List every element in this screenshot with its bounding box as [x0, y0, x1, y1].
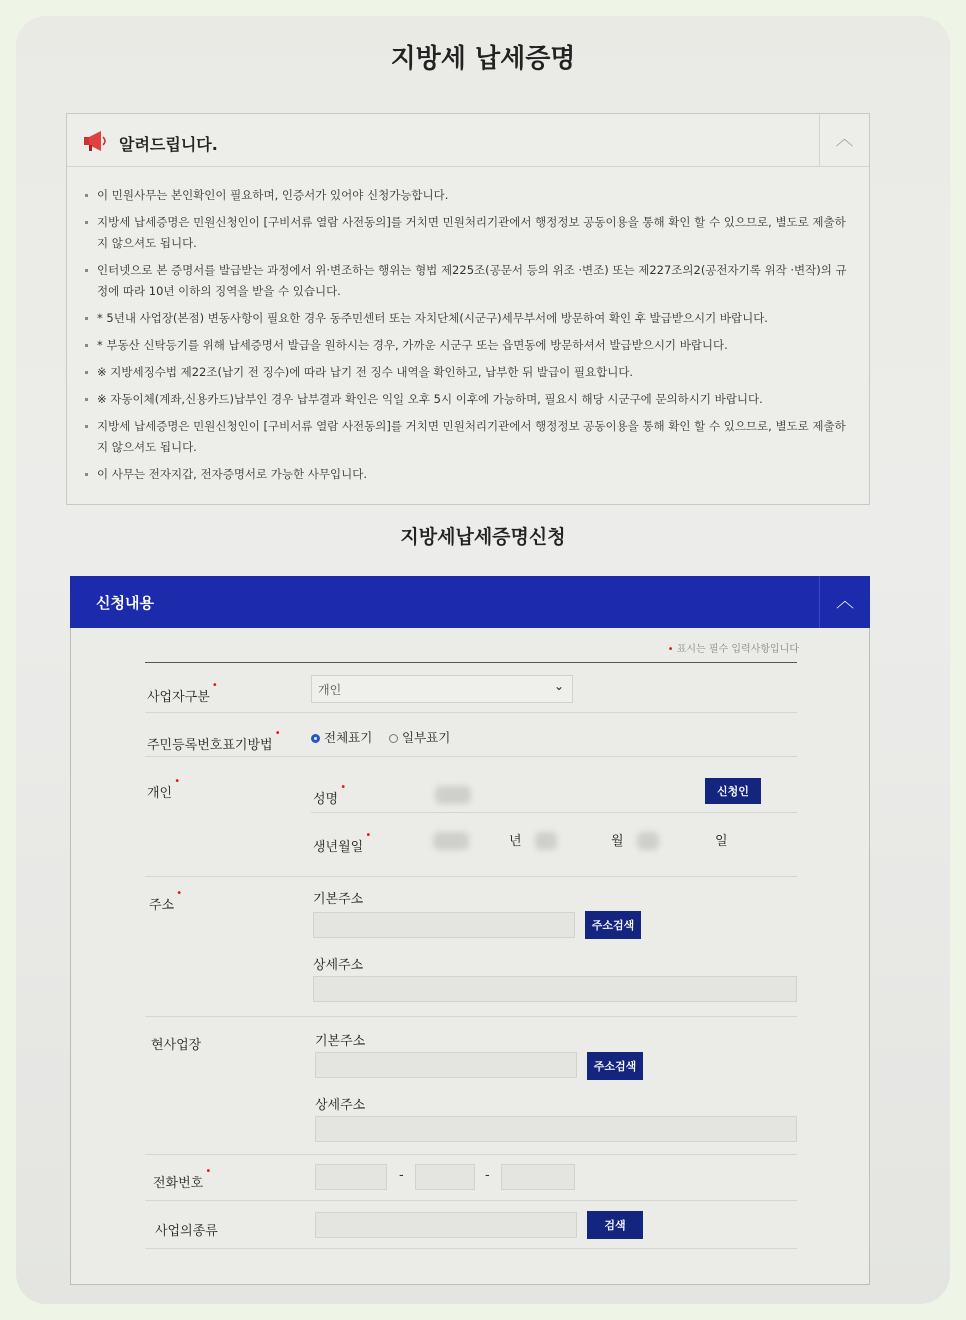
address-basic-input[interactable]	[313, 912, 575, 938]
radio-empty-icon	[389, 734, 398, 743]
notice-item: 지방세 납세증명은 민원신청인이 [구비서류 열람 사전동의]를 거치면 민원처리기관에서 행정정보 공동이용을 통해 확인 할 수 있으므로, 별도로 제출하지 않으셔도 됩니다.	[85, 212, 849, 254]
address-detail-input[interactable]	[313, 976, 797, 1002]
required-dot-icon: •	[667, 644, 674, 655]
row-divider	[145, 1200, 797, 1201]
business-type-select[interactable]: 개인 ⌄	[311, 675, 573, 703]
form-section-title: 신청내용	[96, 594, 154, 612]
radio-full-display[interactable]: 전체표기	[311, 728, 372, 746]
notice-item: 이 민원사무는 본인확인이 필요하며, 인증서가 있어야 신청가능합니다.	[85, 185, 849, 206]
chevron-up-icon: ︿	[836, 591, 854, 612]
year-unit: 년	[509, 834, 522, 849]
business-kind-search-button[interactable]: 검색	[587, 1211, 643, 1239]
page-title: 지방세 납세증명	[390, 44, 576, 74]
phone-label: 전화번호 •	[153, 1166, 212, 1191]
month-unit: 월	[611, 834, 624, 849]
row-divider	[145, 1154, 797, 1155]
birth-month-redacted	[535, 832, 557, 850]
name-label: 성명 •	[313, 782, 347, 807]
individual-label: 개인 •	[147, 776, 181, 801]
birthdate-label: 생년월일 •	[313, 830, 372, 855]
phone-separator: -	[399, 1168, 404, 1183]
workplace-detail-label: 상세주소	[315, 1098, 366, 1113]
rrn-method-label: 주민등록번호표기방법 •	[147, 728, 281, 753]
row-divider	[145, 1016, 797, 1017]
address-detail-label: 상세주소	[313, 958, 364, 973]
address-basic-label: 기본주소	[313, 892, 364, 907]
name-value-redacted	[435, 786, 471, 804]
radio-selected-icon	[311, 734, 320, 743]
row-divider	[145, 756, 797, 757]
chevron-up-icon: ︿	[835, 129, 854, 150]
row-divider	[145, 1248, 797, 1249]
notice-panel	[66, 113, 870, 505]
notice-item: ※ 자동이체(계좌,신용카드)납부인 경우 납부결과 확인은 익일 오후 5시 이후에 가능하며, 필요시 해당 시군구에 문의하시기 바랍니다.	[85, 389, 849, 410]
application-form	[70, 576, 870, 1285]
row-divider	[145, 876, 797, 877]
workplace-basic-label: 기본주소	[315, 1034, 366, 1049]
required-note: • 표시는 필수 입력사항입니다	[667, 644, 799, 655]
address-label: 주소 •	[149, 888, 183, 913]
notice-item: ※ 지방세징수법 제22조(납기 전 징수)에 따라 납기 전 징수 내역을 확인하고, 납부한 뒤 발급이 필요합니다.	[85, 362, 849, 383]
notice-item: 지방세 납세증명은 민원신청인이 [구비서류 열람 사전동의]를 거치면 민원처리기관에서 행정정보 공동이용을 통해 확인 할 수 있으므로, 별도로 제출하지 않으셔도 됩니다.	[85, 416, 849, 458]
day-unit: 일	[715, 834, 728, 849]
notice-title: 알려드립니다.	[119, 135, 218, 154]
birth-year-redacted	[433, 832, 469, 850]
applicant-button[interactable]: 신청인	[705, 778, 761, 804]
form-top-rule	[145, 662, 797, 663]
notice-item: * 5년내 사업장(본점) 변동사항이 필요한 경우 동주민센터 또는 자치단체(시군구)세무부서에 방문하여 확인 후 발급받으시기 바랍니다.	[85, 308, 849, 329]
phone-part2-input[interactable]	[415, 1164, 475, 1190]
workplace-basic-input[interactable]	[315, 1052, 577, 1078]
workplace-search-button[interactable]: 주소검색	[587, 1052, 643, 1080]
notice-item: * 부동산 신탁등기를 위해 납세증명서 발급을 원하시는 경우, 가까운 시군구 또는 읍면동에 방문하셔서 발급받으시기 바랍니다.	[85, 335, 849, 356]
notice-collapse-button[interactable]	[819, 114, 869, 166]
form-title: 지방세납세증명신청	[400, 526, 566, 548]
phone-part3-input[interactable]	[501, 1164, 575, 1190]
row-divider	[311, 812, 797, 813]
megaphone-icon	[83, 130, 109, 152]
page-frame	[16, 16, 950, 1304]
business-kind-label: 사업의종류	[155, 1224, 218, 1239]
phone-part1-input[interactable]	[315, 1164, 387, 1190]
notice-item: 인터넷으로 본 증명서를 발급받는 과정에서 위·변조하는 행위는 형법 제225조(공문서 등의 위조 ·변조) 또는 제227조의2(공전자기록 위작 ·변작)의 규정에 따라 10년 이하의 징역을 받을 수 있습니다.	[85, 260, 849, 302]
phone-separator: -	[485, 1168, 490, 1183]
birth-day-redacted	[637, 832, 659, 850]
address-search-button[interactable]: 주소검색	[585, 911, 641, 939]
notice-item: 이 사무는 전자지갑, 전자증명서로 가능한 사무입니다.	[85, 464, 849, 485]
notice-list	[67, 167, 869, 485]
form-section-header	[70, 576, 870, 628]
business-kind-input[interactable]	[315, 1212, 577, 1238]
business-type-label: 사업자구분 •	[147, 680, 218, 705]
notice-header	[67, 114, 869, 167]
radio-partial-display[interactable]: 일부표기	[389, 728, 450, 746]
workplace-detail-input[interactable]	[315, 1116, 797, 1142]
form-collapse-button[interactable]	[819, 576, 870, 628]
workplace-label: 현사업장	[151, 1038, 202, 1053]
chevron-down-icon: ⌄	[553, 679, 564, 693]
row-divider	[145, 712, 797, 713]
